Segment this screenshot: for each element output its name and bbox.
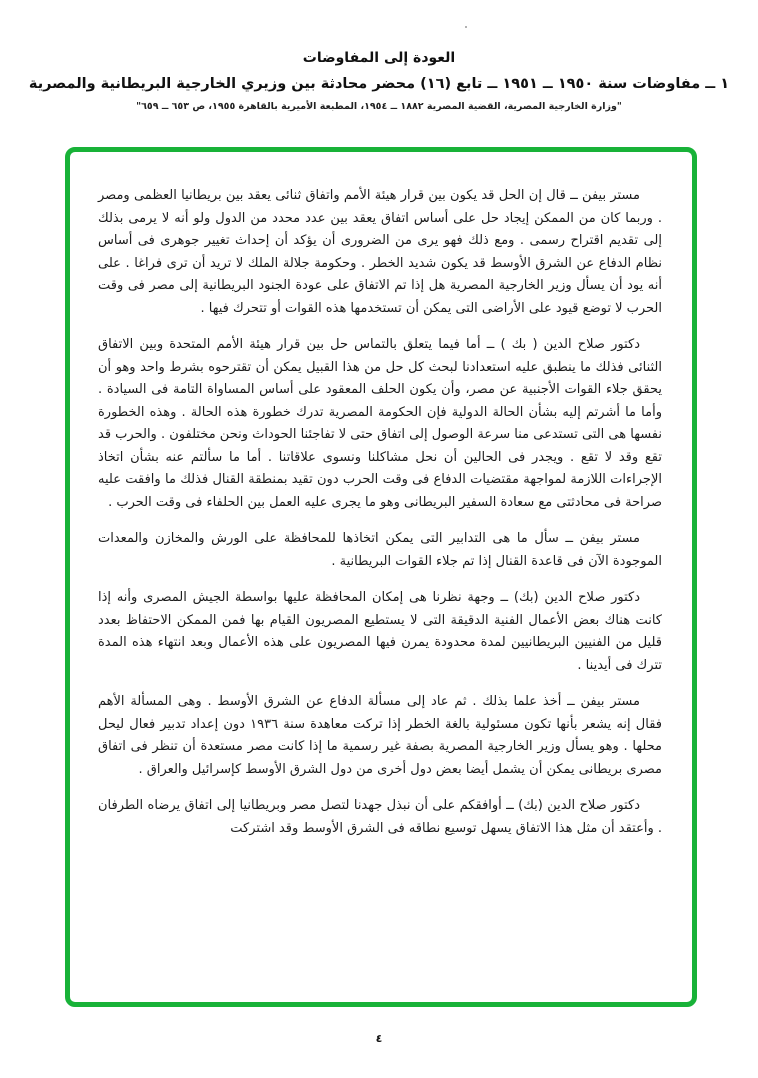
scan-noise-dot xyxy=(465,26,467,28)
paragraph-salaheldin-2: دكتور صلاح الدين (بك) ــ وجهة نظرنا هى إمكان المحافظة عليها بواسطة الجيش المصرى وأنه إذا كانت هناك بعض الأعمال الفنية الدقيقة التى لا يستطيع المصريون القيام بها فمن الممكن الاحتفاظ بعدد قليل من الفنيين البريطانيين لمدة محدودة يمرن فيها المصريون على هذه الأعمال وبعد انتهاء هذه المدة تترك فى أيدينا . xyxy=(98,590,662,673)
page-number: ٤ xyxy=(375,1032,383,1045)
document-subtitle: ١ ــ مفاوضات سنة ١٩٥٠ ــ ١٩٥١ ــ تابع (١٦) محضر محادثة بين وزيري الخارجية البريطانية والمصرية xyxy=(28,76,730,92)
paragraph-bevin-2: مستر بيفن ــ سأل ما هى التدابير التى يمكن اتخاذها للمحافظة على الورش والمخازن والمعدات الموجودة الآن فى قاعدة القنال إذا تم جلاء القوات البريطانية . xyxy=(98,531,662,569)
paragraph-bevin-1: مستر بيفن ــ قال إن الحل قد يكون بين قرار هيئة الأمم واتفاق ثنائى يعقد بين بريطانيا العظمى ومصر . وربما كان من الممكن إيجاد حل على أساس اتفاق يعقد بين عدد محدد من الدول ولو أنه لا يرمى بذلك إلى تقديم اقتراح رسمى . ومع ذلك فهو يرى من الضرورى أن يؤكد أن إحداث تغيير جوهرى فى أساس نظام الدفاع عن الشرق الأوسط قد يكون شديد الخطر . وحكومة جلالة الملك لا تريد أن ترى فراغا . على أنه يود أن يسأل وزير الخارجية المصرية هل إذا تم الاتفاق على عودة الجنود البريطانية إلى مصر فى وقت الحرب لا توضع قيود على الأراضى التى يمكن أن تستخدمها هذه القوات أو تتحرك فيها . xyxy=(98,188,662,316)
paragraph-salaheldin-3: دكتور صلاح الدين (بك) ــ أوافقكم على أن نبذل جهدنا لتصل مصر وبريطانيا إلى اتفاق يرضاه الطرفان . وأعتقد أن مثل هذا الاتفاق يسهل توسيع نطاقه فى الشرق الأوسط وقد اشتركت xyxy=(98,798,662,836)
paragraph-bevin-3: مستر بيفن ــ أخذ علما بذلك . ثم عاد إلى مسألة الدفاع عن الشرق الأوسط . وهى المسألة الأهم فقال إنه يشعر بأنها تكون مسئولية بالغة الخطر إذا تركت معاهدة سنة ١٩٣٦ دون إعداد تدبير فعال ليحل محلها . وهو يسأل وزير الخارجية المصرية بصفة غير رسمية ما إذا كانت مصر مستعدة أن تنظر فى اتفاق مصرى بريطانى يمكن أن يشمل أيضا بعض دول أخرى من دول الشرق الأوسط كإسرائيل والعراق . xyxy=(98,694,662,777)
document-header xyxy=(0,50,758,112)
paragraph-salaheldin-1: دكتور صلاح الدين ( بك ) ــ أما فيما يتعلق بالتماس حل بين قرار هيئة الأمم المتحدة وبين الاتفاق الثنائى فذلك ما ينطبق عليه استعدادنا لبحث كل حل من هذا القبيل يمكن أن تقترحوه بشرط واحد وهو أن يحقق جلاء القوات الأجنبية عن مصر، وأن يكون الحلف المعقود على أساس المساواة التامة فى السيادة . وأما ما أشرتم إليه بشأن الحالة الدولية فإن الحكومة المصرية تدرك خطورة هذه الحالة . وهذه الخطورة نفسها هى التى تستدعى منا سرعة الوصول إلى اتفاق حتى لا تفاجئنا الحوداث ونحن مختلفون . والحرب قد تقع وقد لا تقع . ويجدر فى الحالين أن نحل مشاكلنا ونسوى علاقاتنا . أما ما سألتم عنه بشأن اتخاذ الإجراءات اللازمة لمواجهة مقتضيات الدفاع فى وقت الحرب دون تقيد بمنطقة القنال فذلك ما وافقت عليه صراحة فى محادثتى مع سعادة السفير البريطانى وهو ما يجرى عليه العمل بين الحلفاء فى وقت الحرب . xyxy=(98,337,662,510)
document-body xyxy=(98,185,662,854)
green-border-frame xyxy=(65,147,697,1007)
page-title: العودة إلى المفاوضات xyxy=(302,50,456,66)
source-citation: "وزارة الخارجية المصرية، القضية المصرية ١٨٨٢ ــ ١٩٥٤، المطبعة الأميرية بالقاهرة ١٩٥٥، ص ٦٥٣ ــ ٦٥٩" xyxy=(136,101,622,112)
